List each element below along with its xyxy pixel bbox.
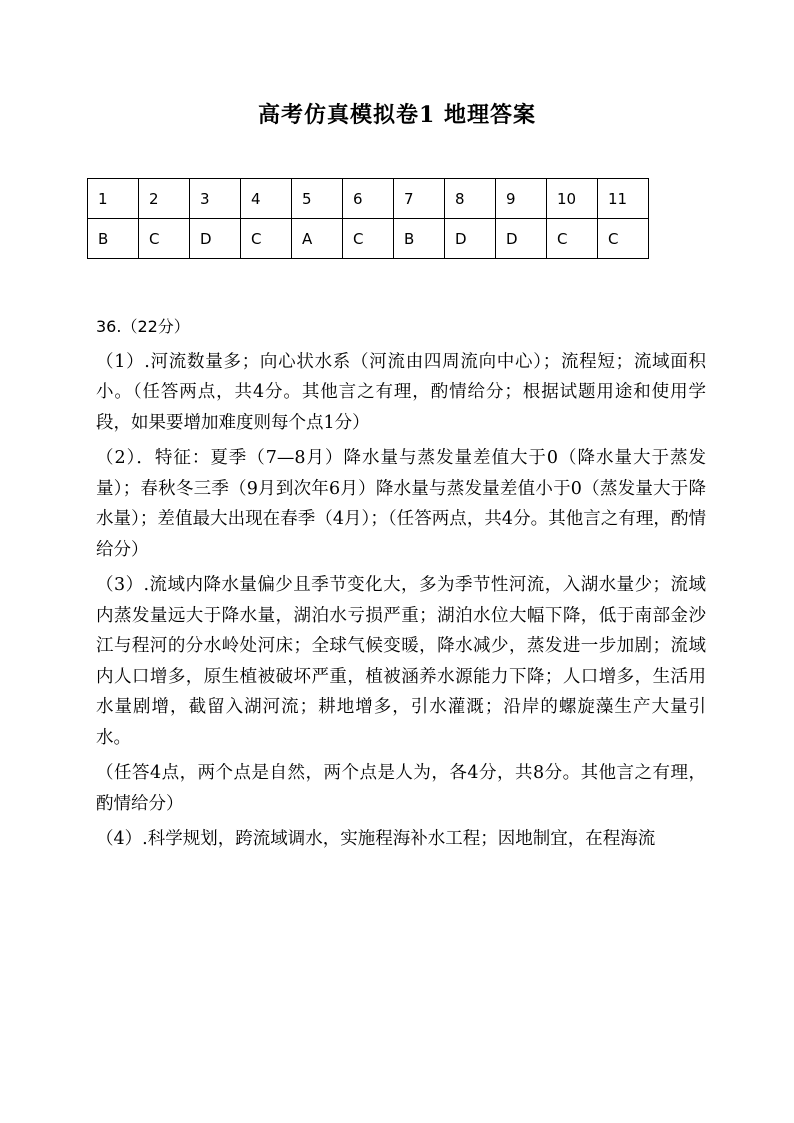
question-number-cell: 10 [547, 179, 598, 219]
question-number-cell: 4 [241, 179, 292, 219]
question-number-cell: 5 [292, 179, 343, 219]
answer-cell: A [292, 219, 343, 259]
question-number-cell: 6 [343, 179, 394, 219]
page-title: 高考仿真模拟卷1 地理答案 [258, 102, 536, 128]
question-number-cell: 2 [139, 179, 190, 219]
question-number-cell: 9 [496, 179, 547, 219]
answer-cell: D [190, 219, 241, 259]
question-number-cell: 11 [598, 179, 649, 219]
answer-cell: C [343, 219, 394, 259]
answer-cell: C [598, 219, 649, 259]
question-number-cell: 3 [190, 179, 241, 219]
answer-part-4: （4）.科学规划，跨流域调水，实施程海补水工程；因地制宜，在程海流 [96, 829, 656, 849]
scoring-note: （任答4点，两个点是自然，两个点是人为，各4分，共8分。其他言之有理，酌情给分） [96, 763, 706, 814]
question-number-cell: 8 [445, 179, 496, 219]
answer-cell: C [547, 219, 598, 259]
answer-cell: C [241, 219, 292, 259]
answer-part-1: （1）.河流数量多；向心状水系（河流由四周流向中心）；流程短；流域面积小。（任答两点，共4分。其他言之有理，酌情给分；根据试题用途和使用学段，如果要增加难度则每个点1分） [96, 351, 706, 433]
question-number-cell: 1 [88, 179, 139, 219]
answer-part-2: （2）．特征：夏季（7—8月）降水量与蒸发量差值大于0（降水量大于蒸发量）；春秋冬三季（9月到次年6月）降水量与蒸发量差值小于0（蒸发量大于降水量）；差值最大出现在春季（4月）；（任答两点，共4分。其他言之有理，酌情给分） [96, 448, 706, 560]
answer-part-3: （3）.流域内降水量偏少且季节变化大，多为季节性河流，入湖水量少；流域内蒸发量远大于降水量，湖泊水亏损严重；湖泊水位大幅下降，低于南部金沙江与程河的分水岭处河床；全球气候变暖，降水减少，蒸发进一步加剧；流域内人口增多，原生植被破坏严重，植被涵养水源能力下降；人口增多，生活用水量剧增，截留入湖河流；耕地增多，引水灌溉；沿岸的螺旋藻生产大量引水。 [96, 575, 706, 748]
question-heading: 36.（22分） [96, 317, 190, 336]
answer-cell: B [394, 219, 445, 259]
question-number-cell: 7 [394, 179, 445, 219]
answer-cell: D [496, 219, 547, 259]
answer-row [88, 219, 649, 259]
answer-table [87, 178, 649, 259]
answer-cell: D [445, 219, 496, 259]
answer-cell: B [88, 219, 139, 259]
question-number-row [88, 179, 649, 219]
question-36-answer [96, 312, 706, 860]
answer-cell: C [139, 219, 190, 259]
